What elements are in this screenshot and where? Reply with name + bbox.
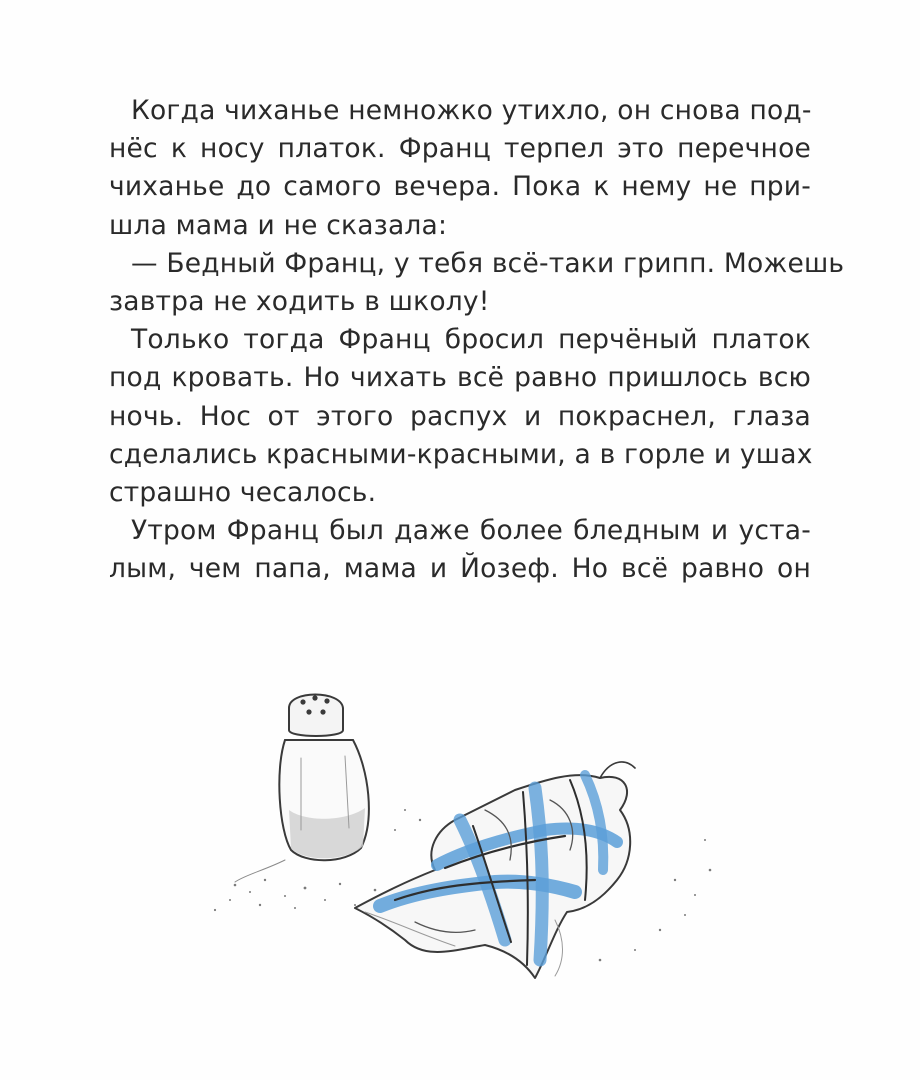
text-line: страшно чесалось. (109, 476, 377, 508)
dialogue-line: — Бедный Франц, у тебя всё-таки грипп. Можешь (131, 247, 845, 279)
text-line: чиханье до самого вечера. Пока к нему не при- (109, 171, 811, 203)
text-line: Утром Франц был даже более бледным и уста- (131, 515, 811, 547)
text-line: лым, чем папа, мама и Йозеф. Но всё равно он (109, 553, 811, 585)
text-line: Только тогда Франц бросил перчёный платок (131, 324, 811, 356)
text-line: нёс к носу платок. Франц терпел это перечное (109, 133, 811, 165)
text-line: завтра не ходить в школу! (109, 285, 490, 317)
handkerchief (355, 762, 635, 978)
text-line: Когда чиханье немножко утихло, он снова под- (131, 95, 812, 126)
pepper-shaker (235, 695, 369, 883)
pepper-handkerchief-illustration (205, 660, 745, 990)
story-text (109, 92, 845, 588)
text-line: ночь. Нос от этого распух и покраснел, глаза (109, 400, 811, 432)
text-line: сделались красными-красными, а в горле и ушах (109, 438, 813, 470)
text-line: под кровать. Но чихать всё равно пришлось всю (109, 362, 811, 394)
text-line: шла мама и не сказала: (109, 209, 448, 241)
